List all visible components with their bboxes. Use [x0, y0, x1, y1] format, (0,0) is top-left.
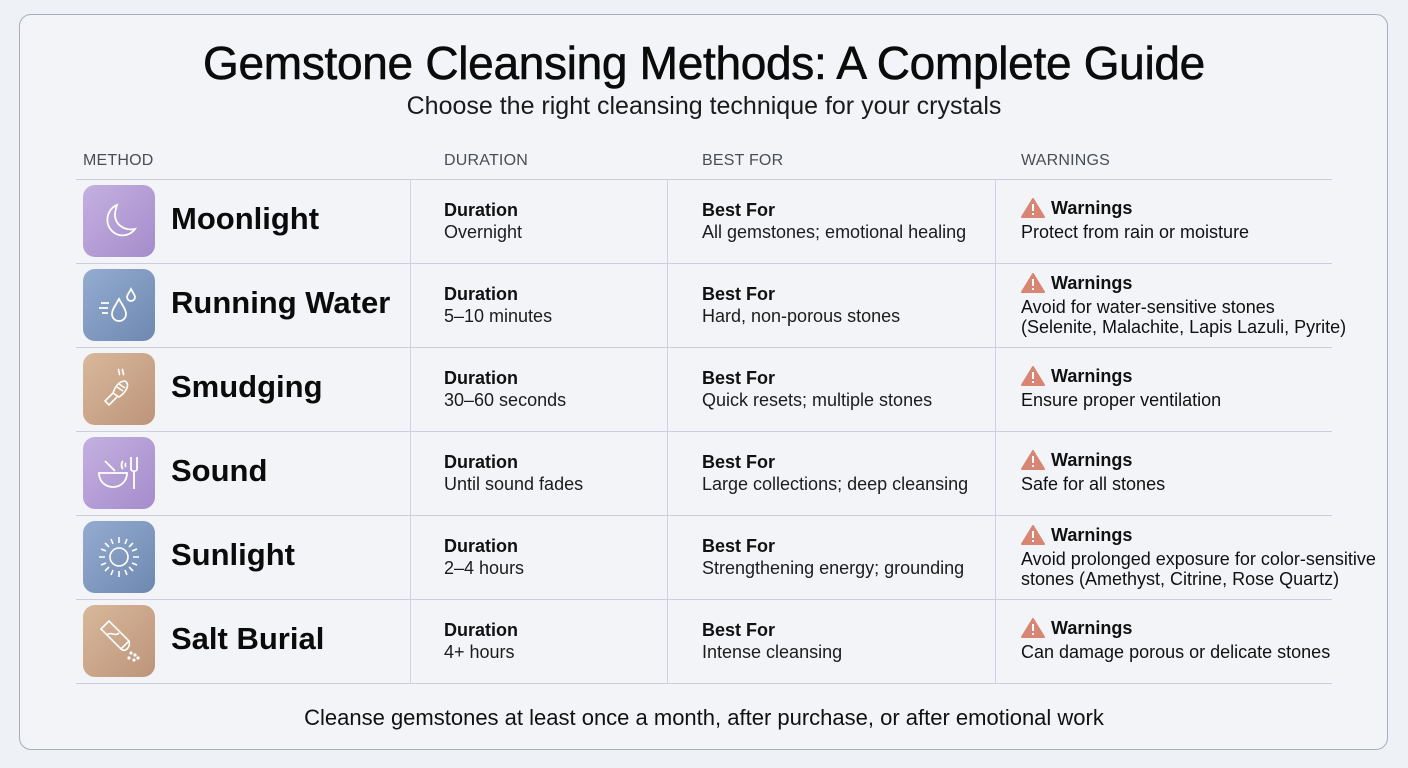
table-row [76, 179, 1332, 263]
warnings-cell: Warnings Can damage porous or delicate stones [1021, 618, 1331, 662]
method-name: Moonlight [171, 201, 320, 236]
warning-icon [1021, 525, 1045, 545]
page-title: Gemstone Cleansing Methods: A Complete Guide [203, 37, 1205, 89]
water-drops-icon [83, 269, 155, 341]
footer-note: Cleanse gemstones at least once a month, after purchase, or after emotional work [304, 705, 1104, 730]
sage-bundle-icon [83, 353, 155, 425]
method-name: Smudging [171, 369, 323, 404]
duration-cell: Duration Overnight [444, 200, 523, 242]
warnings-cell: Warnings Avoid prolonged exposure for color-sensitive stones (Amethyst, Citrine, Rose Quartz) [1021, 525, 1376, 589]
warning-icon [1021, 450, 1045, 470]
warnings-cell: Warnings Avoid for water-sensitive stones (Selenite, Malachite, Lapis Lazuli, Pyrite) [1021, 273, 1347, 337]
page-subtitle: Choose the right cleansing technique for your crystals [406, 92, 1002, 120]
best-for-cell: Best For Hard, non-porous stones [702, 284, 901, 326]
warning-icon [1021, 273, 1045, 293]
best-for-cell: Best For Strengthening energy; grounding [702, 536, 965, 578]
row-divider [76, 683, 1332, 684]
duration-cell: Duration Until sound fades [444, 452, 584, 494]
best-for-cell: Best For Intense cleansing [702, 620, 843, 662]
warning-icon [1021, 198, 1045, 218]
column-header-warnings: WARNINGS [1021, 152, 1111, 169]
best-for-cell: Best For Large collections; deep cleansing [702, 452, 969, 494]
table-row [76, 515, 1376, 599]
warnings-cell: Warnings Protect from rain or moisture [1021, 198, 1250, 242]
table-row [76, 263, 1347, 347]
table-row [76, 347, 1332, 431]
column-header-method: METHOD [83, 152, 154, 169]
warning-icon [1021, 366, 1045, 386]
warnings-cell: Warnings Safe for all stones [1021, 450, 1166, 494]
duration-cell: Duration 5–10 minutes [444, 284, 553, 326]
singing-bowl-icon [83, 437, 155, 509]
method-name: Running Water [171, 285, 391, 320]
method-name: Salt Burial [171, 621, 325, 656]
warning-icon [1021, 618, 1045, 638]
duration-cell: Duration 2–4 hours [444, 536, 525, 578]
column-header-best-for: BEST FOR [702, 152, 784, 169]
method-name: Sound [171, 453, 268, 488]
moon-icon [83, 185, 155, 257]
table-row [76, 599, 1332, 683]
duration-cell: Duration 4+ hours [444, 620, 518, 662]
duration-cell: Duration 30–60 seconds [444, 368, 567, 410]
best-for-cell: Best For All gemstones; emotional healing [702, 200, 967, 242]
column-header-duration: DURATION [444, 152, 528, 169]
sun-icon [83, 521, 155, 593]
table-row [76, 431, 1332, 515]
method-name: Sunlight [171, 537, 295, 572]
salt-shaker-icon [83, 605, 155, 677]
best-for-cell: Best For Quick resets; multiple stones [702, 368, 933, 410]
warnings-cell: Warnings Ensure proper ventilation [1021, 366, 1222, 410]
